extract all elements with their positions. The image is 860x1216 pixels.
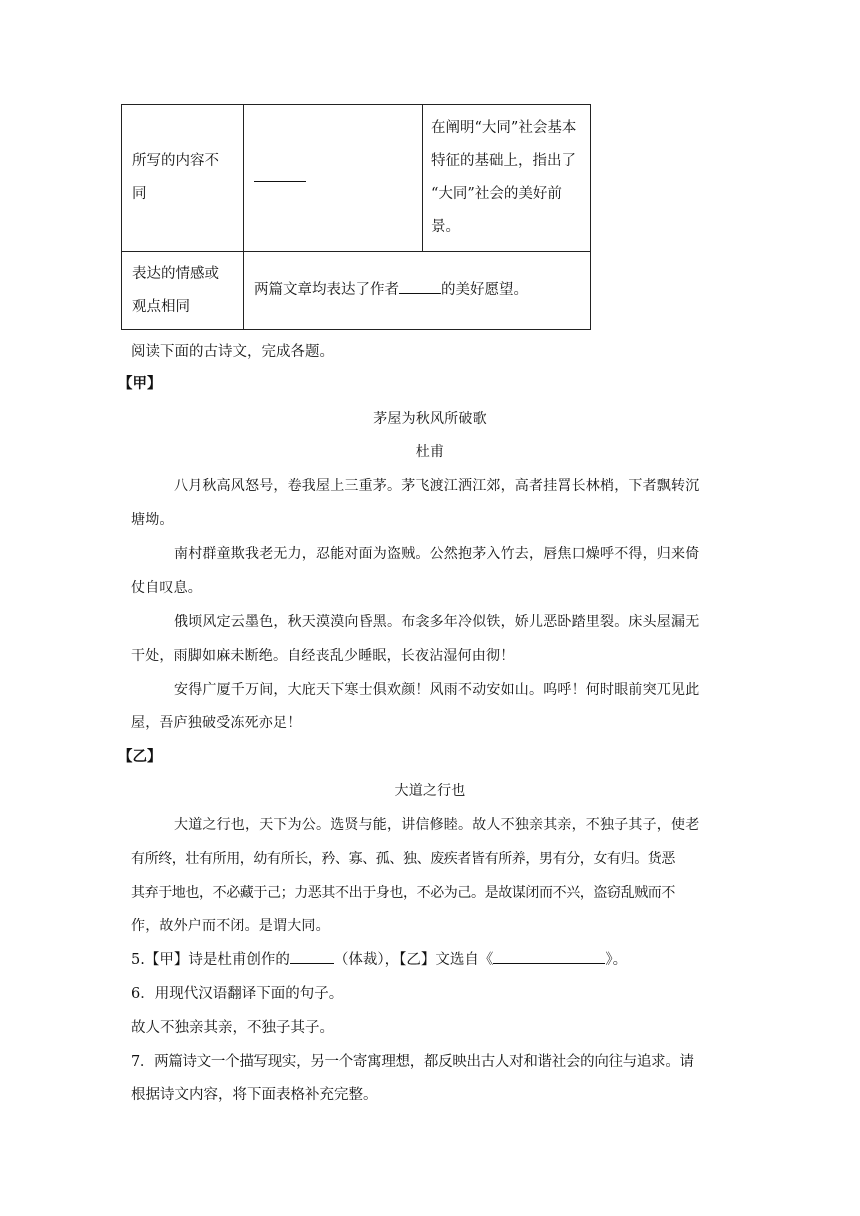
poem-author: 杜甫 [415,444,445,460]
q5-post: 》。 [605,952,628,968]
question-5 [131,948,627,969]
q5-pre: 5.【甲】诗是杜甫创作的 [131,952,290,968]
row-label-content [122,105,244,252]
source-blank[interactable] [493,949,605,964]
row-label-line: 所写的内容不 [132,153,219,169]
cell-line: 景。 [431,219,460,235]
poem-line: 南村群童欺我老无力，忍能对面为盗贼。公然抱茅入竹去，唇焦口燥呼不得，归来倚 [174,546,700,562]
prose-line: 大道之行也，天下为公。选贤与能，讲信修睦。故人不独亲其亲，不独子其子，使老 [174,817,700,833]
question-7: 7．两篇诗文一个描写现实，另一个寄寓理想，都反映出古人对和谐社会的向往与追求。请 [131,1054,694,1070]
poem-line: 俄顷风定云墨色，秋天漠漠向昏黑。布衾多年冷似铁，娇儿恶卧踏里裂。床头屋漏无 [174,614,700,630]
row-label-line: 同 [132,186,147,202]
row-label-line: 表达的情感或 [132,265,219,282]
yi-tag: 【乙】 [118,748,162,765]
poem-line: 安得广厦千万间，大庇天下寒士俱欢颜！风雨不动安如山。呜呼！何时眼前突兀见此 [174,682,700,698]
jia-tag: 【甲】 [118,375,162,392]
poem-line: 塘坳。 [131,512,174,528]
answer-blank[interactable] [399,279,441,294]
q5-mid: （体裁），【乙】文选自《 [333,952,494,968]
cell-line: “大同”社会的美好前 [431,186,562,202]
intro-text: 阅读下面的古诗文，完成各题。 [131,344,334,360]
row-label-line: 观点相同 [132,298,190,315]
answer-blank[interactable] [254,167,306,182]
question-7-line2: 根据诗文内容，将下面表格补充完整。 [131,1087,378,1103]
question-6: 6．用现代汉语翻译下面的句子。 [131,986,344,1002]
cell-line: 在阐明“大同”社会基本 [431,120,577,136]
sentence-pre: 两篇文章均表达了作者 [254,282,399,298]
poem-line: 干处，雨脚如麻未断绝。自经丧乱少睡眠，长夜沾湿何由彻！ [131,648,515,664]
cell-line: 特征的基础上，指出了 [431,153,576,169]
yi-content-cell [423,105,591,252]
genre-blank[interactable] [290,949,334,964]
poem-line: 屋，吾庐独破受冻死亦足！ [131,715,302,731]
table-row [122,252,591,330]
poem-line: 仗自叹息。 [131,580,202,596]
prose-line: 有所终，壮有所用，幼有所长，矜、寡、孤、独、废疾者皆有所养，男有分，女有归。货恶 [131,851,675,867]
jia-answer-cell[interactable] [244,105,423,252]
poem-title: 茅屋为秋风所破歌 [373,411,487,427]
question-6-sentence: 故人不独亲其亲，不独子其子。 [131,1020,334,1036]
shared-sentence-cell [244,252,591,330]
row-label-emotion [122,252,244,330]
prose-line: 作，故外户而不闭。是谓大同。 [131,918,330,934]
poem-line: 八月秋高风怒号，卷我屋上三重茅。茅飞渡江洒江郊，高者挂罥长林梢，下者飘转沉 [174,478,700,494]
prose-line: 其弃于地也，不必藏于己；力恶其不出于身也，不必为己。是故谋闭而不兴，盗窃乱贼而不 [131,885,675,901]
prose-title: 大道之行也 [394,783,466,799]
comparison-table [121,104,591,330]
sentence-post: 的美好愿望。 [441,282,528,298]
table-row [122,105,591,252]
